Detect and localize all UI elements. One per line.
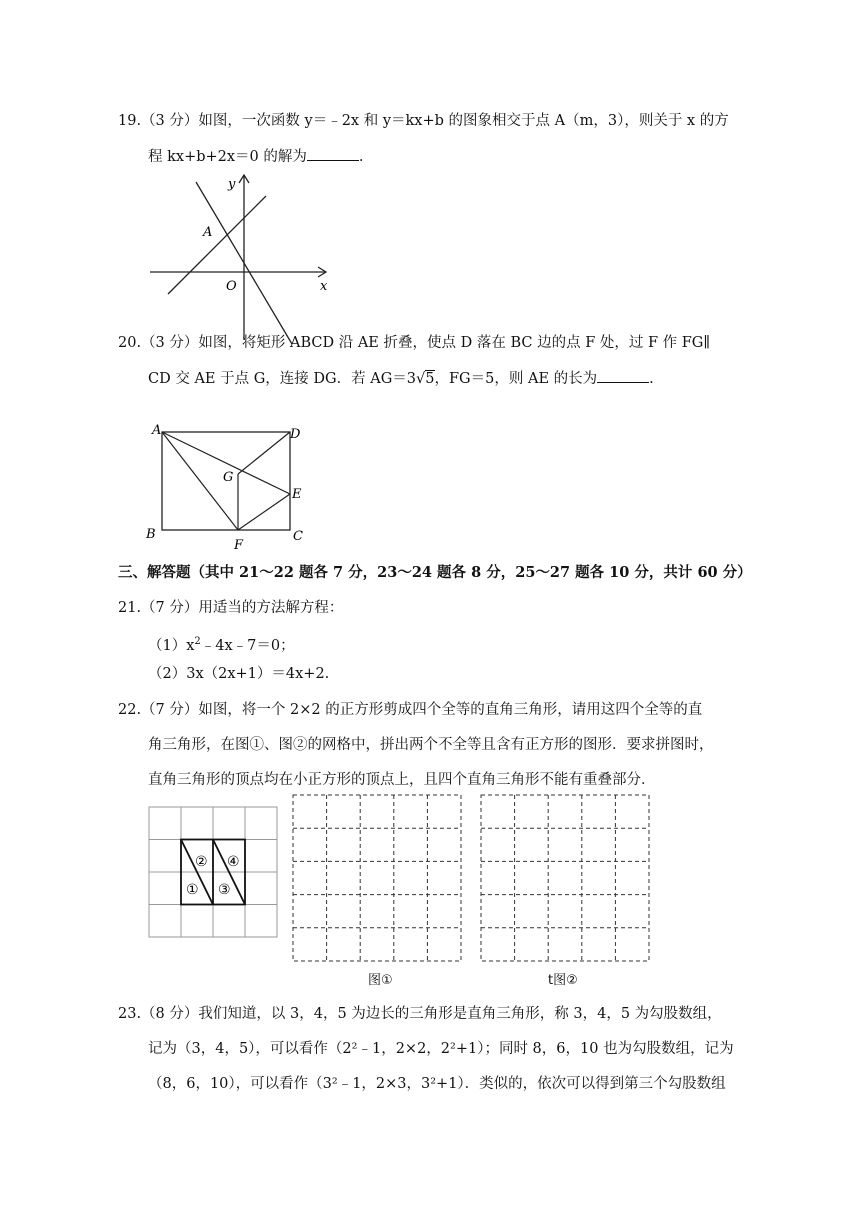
caption-figure-2: t图② [548, 973, 578, 988]
q20-line2: CD 交 AE 于点 G，连接 DG．若 AG＝3√5，FG＝5，则 AE 的长为 . [148, 368, 654, 389]
caption-figure-1: 图① [368, 973, 393, 988]
answer-blank [597, 368, 649, 383]
label-a: A [152, 423, 162, 438]
section-heading: 三、解答题（其中 21～22 题各 7 分，23～24 题各 8 分，25～27 题各 10 分，共计 60 分） [118, 564, 752, 581]
label-g: G [223, 470, 234, 485]
q20-rectangle-figure [140, 418, 320, 554]
x-axis-label: x [320, 279, 328, 294]
q22-line1: 22.（7 分）如图，将一个 2×2 的正方形剪成四个全等的直角三角形，请用这四个全等的直 [118, 702, 703, 718]
line-y-kx-b [168, 196, 266, 294]
dashed-grid-2 [480, 794, 652, 964]
q22-line2: 角三角形，在图①、图②的网格中，拼出两个不全等且含有正方形的图形．要求拼图时， [148, 737, 714, 753]
q23-line1: 23.（8 分）我们知道，以 3，4，5 为边长的三角形是直角三角形，称 3，4，5 为勾股数组， [118, 1006, 722, 1022]
label-e: E [292, 487, 302, 502]
q20-line1: 20.（3 分）如图，将矩形 ABCD 沿 AE 折叠，使点 D 落在 BC 边的点 F 处，过 F 作 FG∥ [118, 335, 711, 351]
triangle-label-3: ③ [218, 882, 231, 898]
q21-item1: $(1)x^2﹣4x﹣7=0$； [148, 636, 295, 654]
q22-line3: 直角三角形的顶点均在小正方形的顶点上，且四个直角三角形不能有重叠部分． [148, 772, 656, 788]
triangle-label-2: ② [195, 854, 208, 870]
q23-line2: 记为（3，4，5），可以看作（2²﹣1，2×2，2²+1）；同时 8，6，10 也为勾股数组，记为 [148, 1041, 734, 1057]
origin-label: O [226, 279, 237, 294]
q21-line1: 21.（7 分）用适当的方法解方程： [118, 600, 344, 616]
label-f: F [234, 538, 244, 553]
triangle-label-1: ① [186, 882, 199, 898]
sqrt-symbol: √5 [416, 371, 435, 387]
dashed-grid-1 [292, 794, 464, 964]
q19-line2: 程 kx+b+2x＝0 的解为 . [148, 146, 364, 167]
example-grid-figure [148, 806, 280, 940]
q21-item2: （2）3x（2x+1）＝4x+2. [148, 666, 330, 682]
y-axis-label: y [228, 177, 236, 192]
point-a-label: A [203, 225, 213, 240]
q19-graph [140, 168, 340, 348]
q19-line1: 19.（3 分）如图，一次函数 y＝﹣2x 和 y＝kx+b 的图象相交于点 A（m，3），则关于 x 的方 [118, 113, 729, 129]
q19-line2-text: 程 kx+b+2x＝0 的解为 [148, 149, 307, 165]
q23-line3: （8，6，10），可以看作（3²﹣1，2×3，3²+1）．类似的，依次可以得到第三个勾股数组 [148, 1076, 726, 1092]
label-d: D [290, 427, 301, 442]
label-b: B [146, 527, 156, 542]
answer-blank [307, 146, 359, 161]
triangle-label-4: ④ [227, 854, 240, 870]
label-c: C [293, 529, 303, 544]
